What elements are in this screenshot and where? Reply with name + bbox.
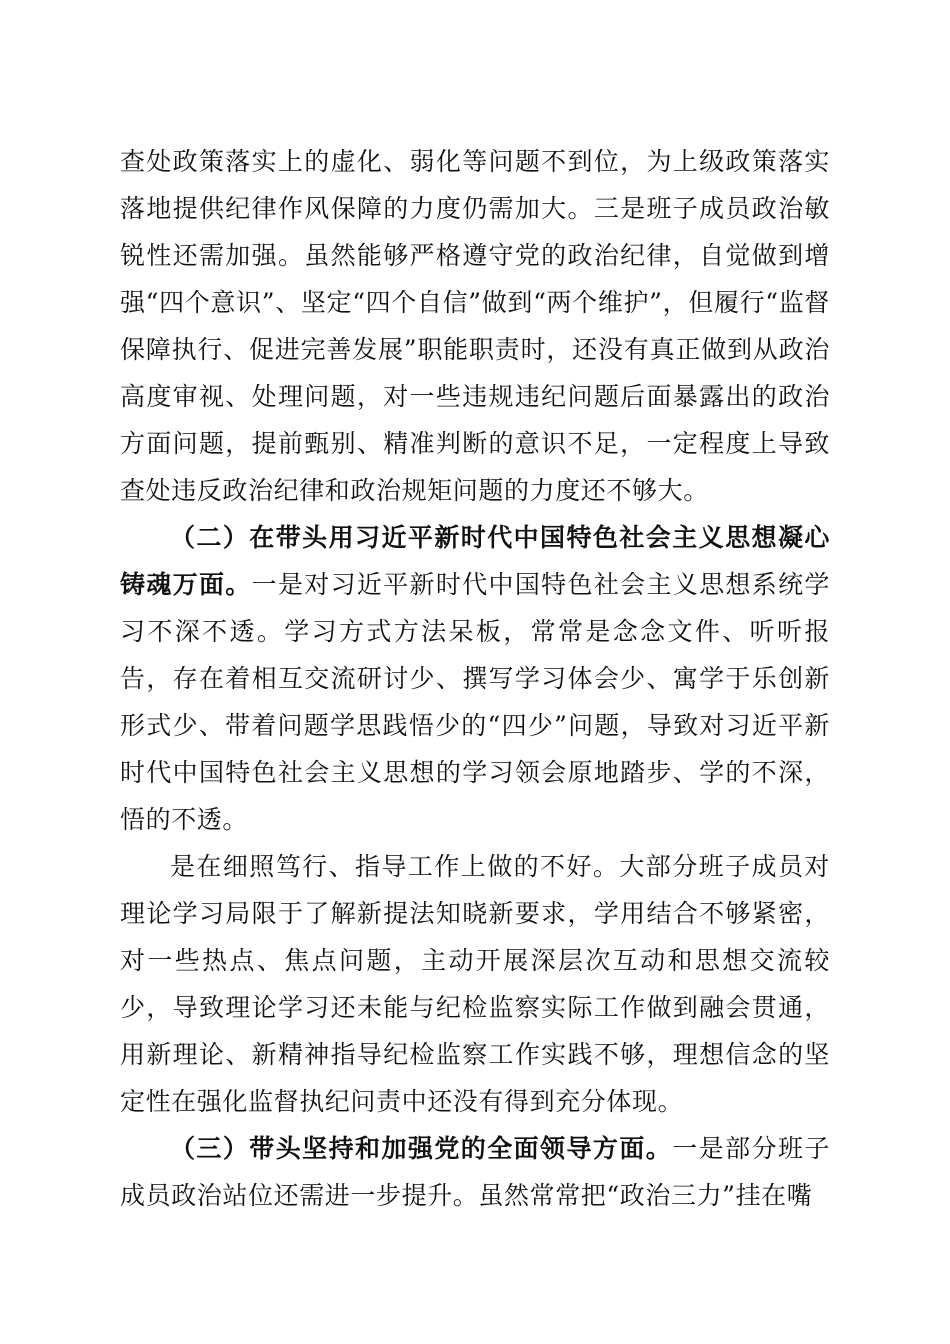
section-heading-3: （三）带头坚持和加强党的全面领导方面。	[170, 1134, 673, 1163]
paragraph-4	[120, 1125, 830, 1219]
paragraph-3	[120, 843, 830, 1125]
paragraph-2-text: 一是对习近平新时代中国特色社会主义思想系统学习不深不透。学习方式方法呆板，常常是念念文件、听听报告，存在着相互交流研讨少、撰写学习体会少、寓学于乐创新形式少、带着问题学思践悟少的“四少”问题，导致对习近平新时代中国特色社会主义思想的学习领会原地踏步、学的不深，悟的不透。	[120, 570, 830, 834]
paragraph-3-text: 是在细照笃行、指导工作上做的不好。大部分班子成员对理论学习局限于了解新提法知晓新要求，学用结合不够紧密，对一些热点、焦点问题，主动开展深层次互动和思想交流较少，导致理论学习还未能与纪检监察实际工作做到融会贯通，用新理论、新精神指导纪检监察工作实践不够，理想信念的坚定性在强化监督执纪问责中还没有得到充分体现。	[120, 852, 830, 1116]
paragraph-2	[120, 514, 830, 843]
document-body	[120, 138, 830, 1219]
paragraph-1	[120, 138, 830, 514]
paragraph-4-text: 一是部分班子成员政治站位还需进一步提升。虽然常常把“政治三力”挂在嘴	[120, 1134, 830, 1210]
paragraph-1-text: 查处政策落实上的虚化、弱化等问题不到位，为上级政策落实落地提供纪律作风保障的力度仍需加大。三是班子成员政治敏锐性还需加强。虽然能够严格遵守党的政治纪律，自觉做到增强“四个意识”、坚定“四个自信”做到“两个维护”，但履行“监督保障执行、促进完善发展”职能职责时，还没有真正做到从政治高度审视、处理问题，对一些违规违纪问题后面暴露出的政治方面问题，提前甄别、精准判断的意识不足，一定程度上导致查处违反政治纪律和政治规矩问题的力度还不够大。	[120, 147, 830, 505]
section-heading-2: （二）在带头用习近平新时代中国特色社会主义思想凝心铸魂万面。	[120, 523, 830, 599]
